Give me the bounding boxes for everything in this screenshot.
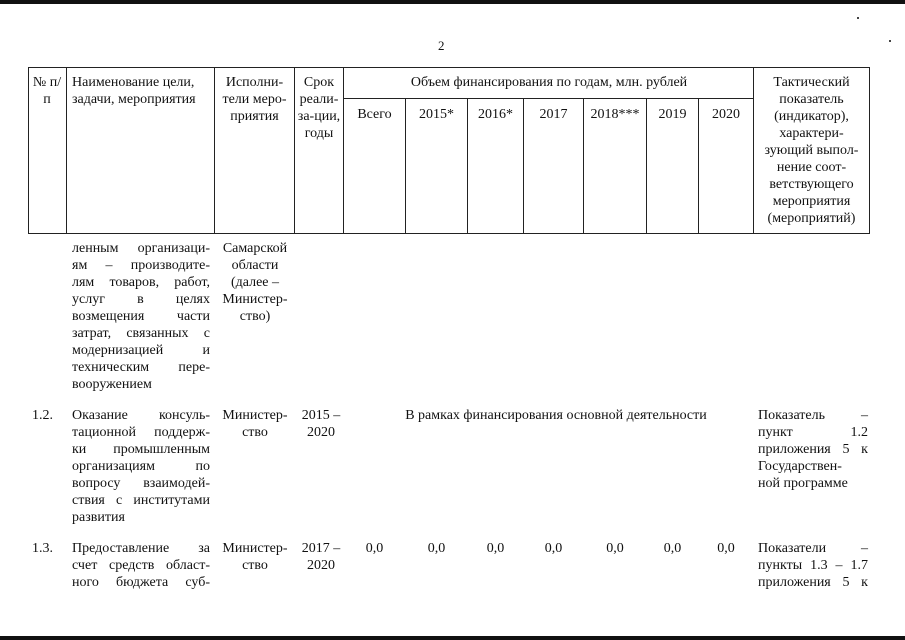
text-line: ствия с институтами	[72, 493, 210, 508]
table-right-border	[869, 67, 870, 234]
scan-speck	[889, 40, 891, 42]
scan-top-border	[0, 0, 905, 4]
text-line: ной программе	[758, 476, 848, 491]
header-year-2019: 2019	[658, 107, 687, 122]
text-line: Государствен-	[758, 459, 842, 474]
text-line: модернизацией и	[72, 343, 210, 358]
row-indicator	[758, 407, 868, 492]
row-number: 1.3.	[32, 541, 53, 556]
header-year-2017: 2017	[539, 107, 568, 122]
col-divider	[294, 67, 295, 234]
text-line: 2015 –	[301, 408, 341, 423]
text-line: Министер-	[222, 292, 288, 307]
text-line: техническим пере-	[72, 360, 210, 375]
text-line: (далее –	[230, 275, 280, 290]
row-term	[296, 540, 346, 574]
text-line: услуг в целях	[72, 292, 210, 307]
value-2019: 0,0	[663, 541, 682, 556]
text-line: Показатели –	[758, 541, 868, 556]
value-2017: 0,0	[544, 541, 563, 556]
text-line: пункты 1.3 – 1.7	[758, 558, 868, 573]
text-line: развития	[72, 510, 125, 525]
text-line: Предоставление за	[72, 541, 210, 556]
table-header-bottom-border	[28, 233, 870, 234]
header-year-2018: 2018***	[590, 107, 640, 122]
page-number: 2	[438, 38, 445, 53]
table-top-border	[28, 67, 870, 68]
text-line: вооружением	[72, 377, 152, 392]
text-line: пункт 1.2	[758, 425, 868, 440]
header-year-2020: 2020	[712, 107, 740, 122]
text-line: затрат, связанных с	[72, 326, 210, 341]
text-line: 2020	[307, 425, 335, 440]
text-line: Министер-	[222, 408, 288, 423]
text-line: Министер-	[222, 541, 288, 556]
text-line: счет средств област-	[72, 558, 210, 573]
header-year-2016: 2016*	[478, 107, 513, 122]
text-line: 2017 –	[301, 541, 341, 556]
value-2020: 0,0	[717, 541, 735, 556]
text-line: приложения 5 к	[758, 442, 868, 457]
header-number: № п/п	[32, 75, 62, 107]
text-line: организациям по	[72, 459, 210, 474]
row-funding-note: В рамках финансирования основной деятельности	[405, 408, 707, 423]
text-line: тационной поддерж-	[72, 425, 210, 440]
text-line: ство)	[239, 309, 271, 324]
header-year-total: Всего	[357, 107, 392, 122]
continuation-name	[72, 240, 210, 393]
col-divider	[753, 67, 754, 234]
value-2018: 0,0	[606, 541, 624, 556]
text-line: возмещения части	[72, 309, 210, 324]
text-line: Показатель –	[758, 408, 868, 423]
col-divider	[66, 67, 67, 234]
text-line: приложения 5 к	[758, 575, 868, 590]
header-term: Срок реали-за-ции, годы	[297, 75, 341, 141]
text-line: ного бюджета суб-	[72, 575, 210, 590]
row-number: 1.2.	[32, 408, 53, 423]
header-name: Наименование цели, задачи, мероприятия	[72, 75, 196, 107]
text-line: 2020	[307, 558, 335, 573]
text-line: ям – производите-	[72, 258, 210, 273]
row-indicator	[758, 540, 868, 591]
col-divider	[343, 67, 344, 234]
value-2016: 0,0	[486, 541, 505, 556]
header-year-2015: 2015*	[419, 107, 454, 122]
scan-bottom-border	[0, 636, 905, 640]
text-line: лям товаров, работ,	[72, 275, 210, 290]
header-indicator: Тактический показатель (индикатор), характери-зующий выпол-нение соот-ветствующего мероприятия (мероприятий)	[764, 75, 859, 226]
value-total: 0,0	[365, 541, 384, 556]
text-line: ство	[242, 558, 268, 573]
text-line: ство	[242, 425, 268, 440]
text-line: ки промышленным	[72, 442, 210, 457]
continuation-executor	[214, 240, 296, 325]
text-line: ленным организаци-	[72, 241, 210, 256]
scan-speck	[857, 17, 859, 19]
row-term	[296, 407, 346, 441]
text-line: области	[231, 258, 279, 273]
col-divider	[214, 67, 215, 234]
value-2015: 0,0	[427, 541, 446, 556]
header-executors: Исполни-тели меро-приятия	[222, 75, 287, 124]
text-line: Самарской	[222, 241, 288, 256]
table-left-border	[28, 67, 29, 234]
row-name	[72, 540, 210, 591]
row-executor	[214, 540, 296, 574]
header-funding: Объем финансирования по годам, млн. рублей	[410, 75, 688, 90]
text-line: Оказание консуль-	[72, 408, 210, 423]
text-line: вопросу взаимодей-	[72, 476, 210, 491]
row-executor	[214, 407, 296, 441]
row-name	[72, 407, 210, 526]
